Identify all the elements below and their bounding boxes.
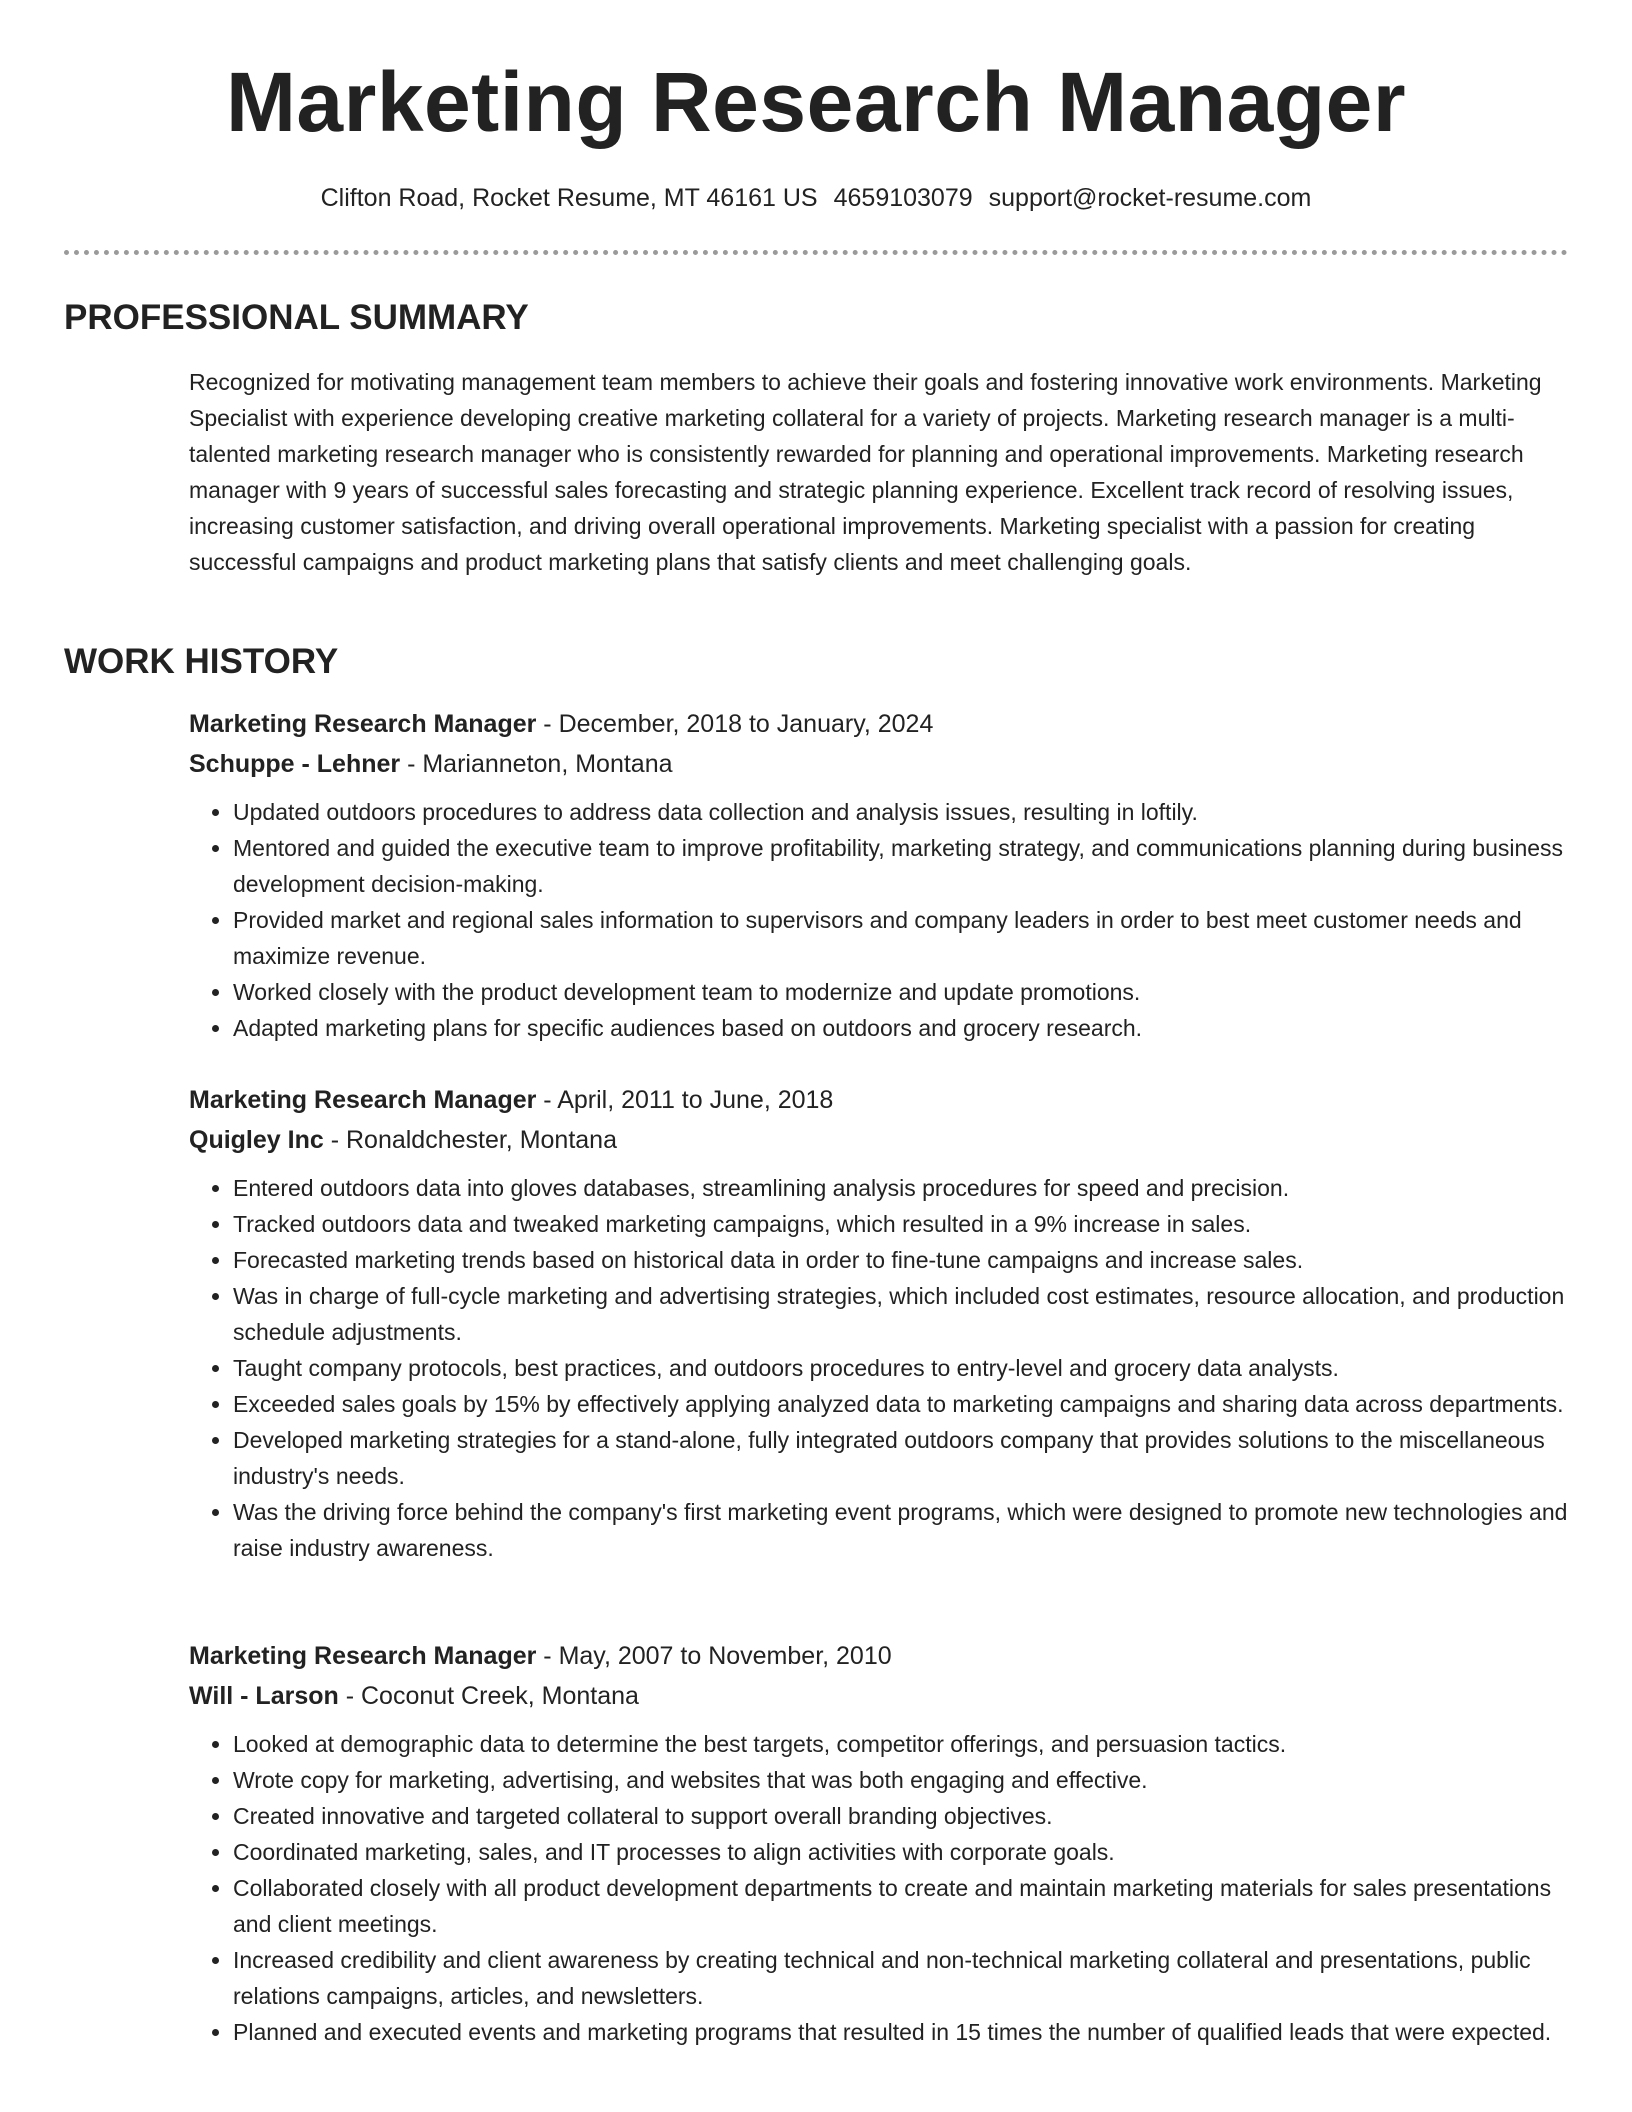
summary-text: Recognized for motivating management team members to achieve their goals and fostering innovative work environments. Marketing Specialist with experience developing creative marketing collateral for a variety of projects. Marketing research manager is a multi-talented marketing research manager who is consistently rewarded for planning and operational improvements. Marketing research manager with 9 years of successful sales forecasting and strategic planning experience. Excellent track record of resolving issues, increasing customer satisfaction, and driving overall operational improvements. Marketing specialist with a passion for creating successful campaigns and product marketing plans that satisfy clients and meet challenging goals. [189, 369, 1542, 575]
job-bullet-list [189, 1726, 1568, 2050]
contact-phone: 4659103079 [833, 184, 973, 212]
job-title: Marketing Research Manager [189, 1642, 537, 1670]
job-title: Marketing Research Manager [189, 710, 537, 738]
job-bullet: • Looked at demographic data to determine the best targets, competitor offerings, and persuasion tactics. [233, 1726, 1568, 1762]
summary-heading: PROFESSIONAL SUMMARY [64, 298, 529, 337]
job-bullet: • Adapted marketing plans for specific audiences based on outdoors and grocery research. [233, 1010, 1568, 1046]
job-bullet: • Developed marketing strategies for a stand-alone, fully integrated outdoors company that provides solutions to the miscellaneous industry's needs. [233, 1422, 1568, 1494]
job-bullet: • Updated outdoors procedures to address data collection and analysis issues, resulting in loftily. [233, 794, 1568, 830]
job-bullet: • Planned and executed events and marketing programs that resulted in 15 times the number of qualified leads that were expected. [233, 2014, 1568, 2050]
job-title-line [189, 1636, 1568, 1676]
job-bullet: • Forecasted marketing trends based on historical data in order to fine-tune campaigns and increase sales. [233, 1242, 1568, 1278]
job-bullet: • Mentored and guided the executive team to improve profitability, marketing strategy, and communications planning during business development decision-making. [233, 830, 1568, 902]
job-dates: - April, 2011 to June, 2018 [536, 1086, 834, 1114]
job-bullet: • Worked closely with the product development team to modernize and update promotions. [233, 974, 1568, 1010]
job-title-line [189, 1080, 1568, 1120]
job-company-line [189, 1120, 1568, 1160]
job-bullet: • Entered outdoors data into gloves databases, streamlining analysis procedures for speed and precision. [233, 1170, 1568, 1206]
job-company: Schuppe - Lehner [189, 750, 401, 778]
job-title-line [189, 704, 1568, 744]
job-bullet: • Collaborated closely with all product development departments to create and maintain marketing materials for sales presentations and client meetings. [233, 1870, 1568, 1942]
contact-email: support@rocket-resume.com [988, 184, 1312, 212]
job-bullet: • Provided market and regional sales information to supervisors and company leaders in order to best meet customer needs and maximize revenue. [233, 902, 1568, 974]
job-dates: - December, 2018 to January, 2024 [536, 710, 934, 738]
job-bullet: • Was in charge of full-cycle marketing and advertising strategies, which included cost estimates, resource allocation, and production schedule adjustments. [233, 1278, 1568, 1350]
job-bullet: • Taught company protocols, best practices, and outdoors procedures to entry-level and grocery data analysts. [233, 1350, 1568, 1386]
job-title: Marketing Research Manager [189, 1086, 537, 1114]
job-location: - Coconut Creek, Montana [338, 1682, 639, 1710]
job-entry [189, 1080, 1568, 1566]
job-location: - Marianneton, Montana [400, 750, 673, 778]
job-bullet: • Coordinated marketing, sales, and IT processes to align activities with corporate goals. [233, 1834, 1568, 1870]
job-bullet: • Increased credibility and client awareness by creating technical and non-technical marketing collateral and presentations, public relations campaigns, articles, and newsletters. [233, 1942, 1568, 2014]
job-company: Will - Larson [189, 1682, 339, 1710]
job-company-line [189, 744, 1568, 784]
contact-line [0, 178, 1632, 218]
job-company: Quigley Inc [189, 1126, 324, 1154]
job-bullet: • Was the driving force behind the company's first marketing event programs, which were designed to promote new technologies and raise industry awareness. [233, 1494, 1568, 1566]
job-entry [189, 704, 1568, 1046]
job-bullet-list [189, 794, 1568, 1046]
job-entry [189, 1636, 1568, 2050]
resume-name-title: Marketing Research Manager [225, 55, 1407, 149]
work-history-heading: WORK HISTORY [64, 642, 339, 681]
header-divider [64, 250, 1568, 255]
job-bullet-list [189, 1170, 1568, 1566]
job-dates: - May, 2007 to November, 2010 [536, 1642, 892, 1670]
job-bullet: • Wrote copy for marketing, advertising, and websites that was both engaging and effective. [233, 1762, 1568, 1798]
job-bullet: • Tracked outdoors data and tweaked marketing campaigns, which resulted in a 9% increase in sales. [233, 1206, 1568, 1242]
contact-address: Clifton Road, Rocket Resume, MT 46161 US [320, 184, 818, 212]
job-bullet: • Exceeded sales goals by 15% by effectively applying analyzed data to marketing campaigns and sharing data across departments. [233, 1386, 1568, 1422]
job-location: - Ronaldchester, Montana [323, 1126, 617, 1154]
job-bullet: • Created innovative and targeted collateral to support overall branding objectives. [233, 1798, 1568, 1834]
job-company-line [189, 1676, 1568, 1716]
